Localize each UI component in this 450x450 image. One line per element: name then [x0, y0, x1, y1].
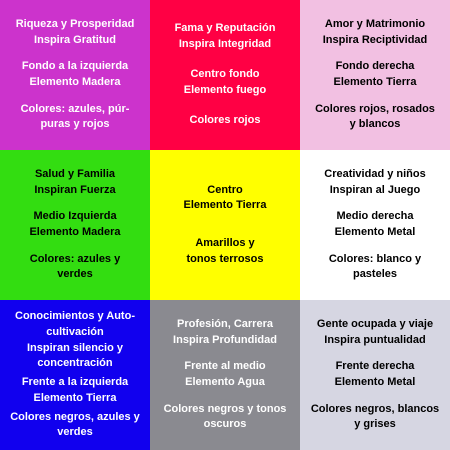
creatividad-colors: Colores: blanco y pasteles [328, 252, 422, 281]
creatividad-title: Creatividad y niños Inspiran al Juego [324, 168, 426, 196]
profesion-title: Profesión, Carrera Inspira Profundidad [173, 318, 277, 346]
cell-creatividad [300, 150, 450, 300]
creatividad-location: Medio derecha Elemento Metal [334, 210, 416, 238]
fama-location: Centro fondo Elemento fuego [183, 68, 267, 96]
cell-salud [0, 150, 150, 300]
gente-title: Gente ocupada y viaje Inspira puntualidad [316, 318, 434, 346]
gente-colors: Colores negros, blancos y grises [310, 402, 440, 431]
cell-conocimientos [0, 300, 150, 450]
cell-amor [300, 0, 450, 150]
conocimientos-location: Frente a la izquierda Elemento Tierra [21, 376, 129, 404]
cell-fama [150, 0, 300, 150]
amor-title: Amor y Matrimonio Inspira Reciptividad [322, 18, 428, 46]
riqueza-colors: Colores: azules, púr- puras y rojos [20, 102, 130, 131]
centro-colors: Amarillos y tonos terrosos [186, 237, 264, 265]
salud-location: Medio Izquierda Elemento Madera [29, 210, 121, 238]
fama-colors: Colores rojos [189, 114, 261, 127]
salud-title: Salud y Familia Inspiran Fuerza [34, 168, 116, 196]
amor-colors: Colores rojos, rosados y blancos [315, 102, 435, 131]
profesion-colors: Colores negros y tonos oscuros [163, 402, 287, 431]
cell-profesion [150, 300, 300, 450]
conocimientos-colors: Colores negros, azules y verdes [10, 410, 140, 439]
profesion-location: Frente al medio Elemento Agua [184, 360, 266, 388]
riqueza-location: Fondo a la izquierda Elemento Madera [21, 60, 129, 88]
salud-colors: Colores: azules y verdes [29, 252, 121, 281]
amor-location: Fondo derecha Elemento Tierra [333, 60, 417, 88]
cell-gente [300, 300, 450, 450]
fama-title: Fama y Reputación Inspira Integridad [174, 21, 276, 50]
conocimientos-title: Conocimientos y Auto- cultivación Inspiran silencio y concentración [15, 310, 135, 370]
cell-riqueza [0, 0, 150, 150]
cell-centro [150, 150, 300, 300]
centro-title: Centro Elemento Tierra [183, 183, 267, 212]
riqueza-title: Riqueza y Prosperidad Inspira Gratitud [15, 18, 135, 46]
gente-location: Frente derecha Elemento Metal [334, 360, 416, 388]
